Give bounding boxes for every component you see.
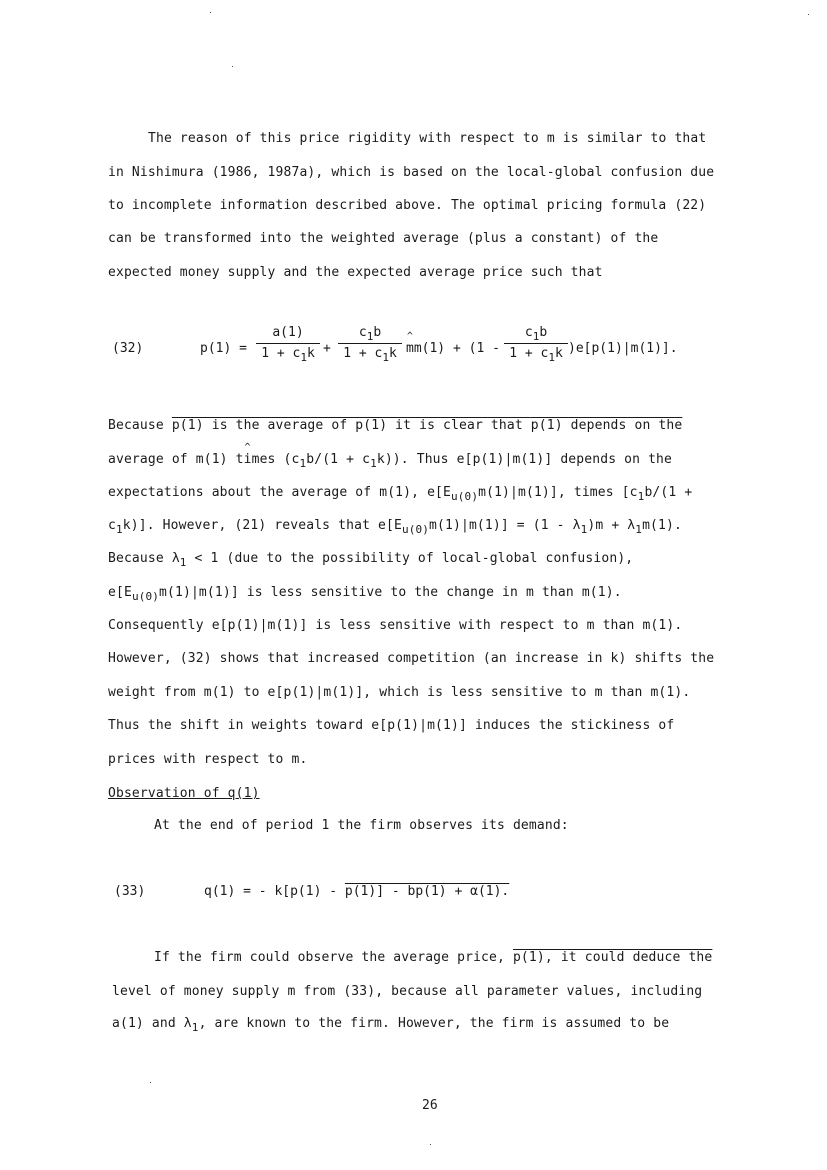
denominator: $1 + c_1k$	[261, 346, 315, 364]
scan-speck	[232, 66, 233, 67]
scan-speck	[808, 14, 809, 15]
fraction	[504, 325, 568, 362]
text-line: weight from m(1) to e[p(1)|m(1)], which is less sensitive to m than m(1).	[108, 685, 691, 700]
text-line: a(1) and $\lambda_1$, are known to the firm. However, the firm is assumed to be	[112, 1016, 670, 1034]
numerator: a(1)	[256, 325, 320, 344]
plus-sign: +	[323, 341, 331, 356]
equation-body: q(1) = - k[p(1) - p(1)] - bp(1) + α(1).	[204, 884, 510, 899]
scan-speck	[210, 12, 211, 13]
text-line: in Nishimura (1986, 1987a), which is based on the local-global confusion due	[108, 165, 715, 180]
fraction	[338, 325, 402, 362]
text-line: If the firm could observe the average price, p(1), it could deduce the	[154, 950, 713, 965]
equation-label: (33)	[114, 884, 146, 899]
equation-tail: )e[p(1)|m(1)].	[568, 341, 678, 356]
numerator: $c_1b$	[338, 325, 402, 344]
equation-lhs: p(1) =	[200, 341, 247, 356]
numerator: $c_1b$	[504, 325, 568, 344]
page-number: 26	[422, 1098, 438, 1113]
equation-term: ^ mm(1) + (1 -	[406, 341, 500, 357]
text-line: $c_1k$)]. However, (21) reveals that $e[E_{u(0)}m(1)|m(1)] = (1 - \lambda_1)m + \lambda_1m(1)$.	[108, 518, 682, 536]
text-line: At the end of period 1 the firm observes its demand:	[154, 818, 569, 833]
text-line: expected money supply and the expected average price such that	[108, 265, 603, 280]
section-heading: Observation of q(1)	[108, 786, 260, 801]
fraction	[256, 325, 320, 362]
text-line: However, (32) shows that increased competition (an increase in k) shifts the	[108, 651, 715, 666]
text-line: average of ^ m(1) times $(c_1b/(1 + c_1k))$. Thus e[p(1)|m(1)] depends on the	[108, 452, 672, 468]
text-line: Consequently e[p(1)|m(1)] is less sensitive with respect to m than m(1).	[108, 618, 683, 633]
text-line: Thus the shift in weights toward e[p(1)|m(1)] induces the stickiness of	[108, 718, 675, 733]
text-line: expectations about the average of m(1), $e[E_{u(0)}m(1)|m(1)]$, times [$c_1b/(1$ +	[108, 485, 693, 503]
denominator: $1 + c_1k$	[509, 346, 563, 364]
text-line: The reason of this price rigidity with respect to m is similar to that	[148, 131, 707, 146]
text-line: to incomplete information described above. The optimal pricing formula (22)	[108, 198, 707, 213]
equation-label: (32)	[112, 341, 144, 356]
text-line: $e[E_{u(0)}m(1)|m(1)]$ is less sensitive to the change in m than m(1).	[108, 585, 622, 603]
text-line: prices with respect to m.	[108, 752, 308, 767]
scan-speck	[430, 1144, 431, 1145]
text-line: level of money supply m from (33), because all parameter values, including	[112, 984, 703, 999]
text-line: Because $\lambda_1 < 1$ (due to the possibility of local-global confusion),	[108, 551, 634, 569]
scan-speck	[150, 1082, 151, 1083]
denominator: $1 + c_1k$	[343, 346, 397, 364]
text-line: Because p(1) is the average of p(1) it is clear that p(1) depends on the	[108, 418, 683, 433]
text-line: can be transformed into the weighted average (plus a constant) of the	[108, 231, 659, 246]
